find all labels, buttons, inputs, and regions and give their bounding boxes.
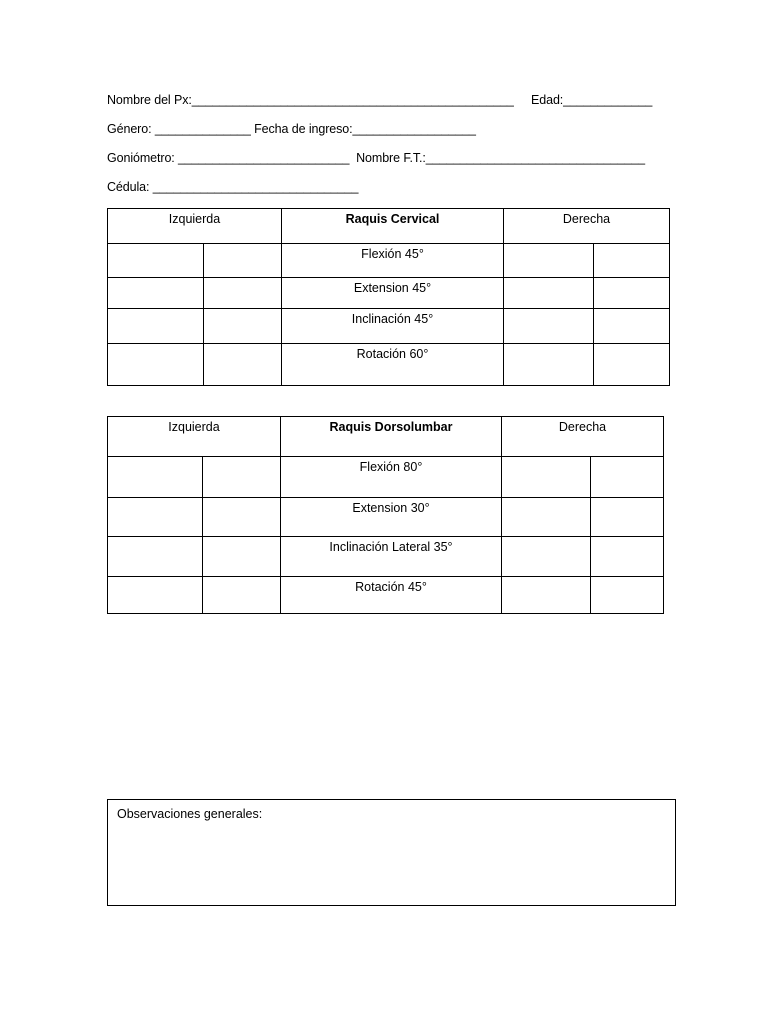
- cervical-row-label: Inclinación 45°: [282, 309, 504, 344]
- cervical-row-label: Flexión 45°: [282, 244, 504, 278]
- cervical-cell[interactable]: [594, 278, 670, 309]
- cervical-cell[interactable]: [504, 278, 594, 309]
- cedula-field[interactable]: Cédula: ______________________________: [107, 180, 359, 194]
- dorsolumbar-cell[interactable]: [502, 537, 591, 577]
- cervical-cell[interactable]: [108, 309, 204, 344]
- dorsolumbar-right-header: Derecha: [502, 417, 664, 457]
- cervical-row-label: Extension 45°: [282, 278, 504, 309]
- dorsolumbar-cell[interactable]: [502, 577, 591, 614]
- nombre-field[interactable]: Nombre del Px:_______________________________________________: [107, 93, 514, 107]
- cervical-cell[interactable]: [108, 244, 204, 278]
- observaciones-label: Observaciones generales:: [117, 807, 263, 821]
- cervical-cell[interactable]: [594, 309, 670, 344]
- dorsolumbar-cell[interactable]: [502, 498, 591, 537]
- dorsolumbar-left-header: Izquierda: [108, 417, 281, 457]
- cervical-title: Raquis Cervical: [282, 209, 504, 244]
- dorsolumbar-title: Raquis Dorsolumbar: [281, 417, 502, 457]
- dorsolumbar-cell[interactable]: [203, 498, 281, 537]
- cervical-left-header: Izquierda: [108, 209, 282, 244]
- dorsolumbar-cell[interactable]: [108, 498, 203, 537]
- cervical-cell[interactable]: [594, 244, 670, 278]
- dorsolumbar-cell[interactable]: [108, 577, 203, 614]
- observaciones-box[interactable]: [107, 799, 676, 906]
- cervical-cell[interactable]: [204, 344, 282, 386]
- genero-fecha-field[interactable]: Género: ______________ Fecha de ingreso:__________________: [107, 122, 476, 136]
- dorsolumbar-cell[interactable]: [591, 457, 664, 498]
- cervical-cell[interactable]: [504, 309, 594, 344]
- cervical-cell[interactable]: [204, 278, 282, 309]
- dorsolumbar-row-label: Extension 30°: [281, 498, 502, 537]
- dorsolumbar-cell[interactable]: [591, 537, 664, 577]
- cervical-table: [107, 208, 670, 386]
- dorsolumbar-cell[interactable]: [108, 457, 203, 498]
- dorsolumbar-cell[interactable]: [108, 537, 203, 577]
- cervical-cell[interactable]: [108, 278, 204, 309]
- dorsolumbar-table: [107, 416, 664, 614]
- dorsolumbar-row-label: Inclinación Lateral 35°: [281, 537, 502, 577]
- cervical-cell[interactable]: [204, 244, 282, 278]
- dorsolumbar-cell[interactable]: [203, 577, 281, 614]
- dorsolumbar-cell[interactable]: [203, 537, 281, 577]
- cervical-cell[interactable]: [504, 344, 594, 386]
- dorsolumbar-row-label: Flexión 80°: [281, 457, 502, 498]
- cervical-cell[interactable]: [204, 309, 282, 344]
- cervical-right-header: Derecha: [504, 209, 670, 244]
- cervical-cell[interactable]: [594, 344, 670, 386]
- cervical-row-label: Rotación 60°: [282, 344, 504, 386]
- dorsolumbar-cell[interactable]: [203, 457, 281, 498]
- edad-field[interactable]: Edad:_____________: [531, 93, 653, 107]
- cervical-cell[interactable]: [108, 344, 204, 386]
- cervical-cell[interactable]: [504, 244, 594, 278]
- dorsolumbar-cell[interactable]: [591, 498, 664, 537]
- dorsolumbar-cell[interactable]: [502, 457, 591, 498]
- goniometro-nombre-ft-field[interactable]: Goniómetro: _________________________ Nombre F.T.:________________________________: [107, 151, 646, 165]
- dorsolumbar-cell[interactable]: [591, 577, 664, 614]
- dorsolumbar-row-label: Rotación 45°: [281, 577, 502, 614]
